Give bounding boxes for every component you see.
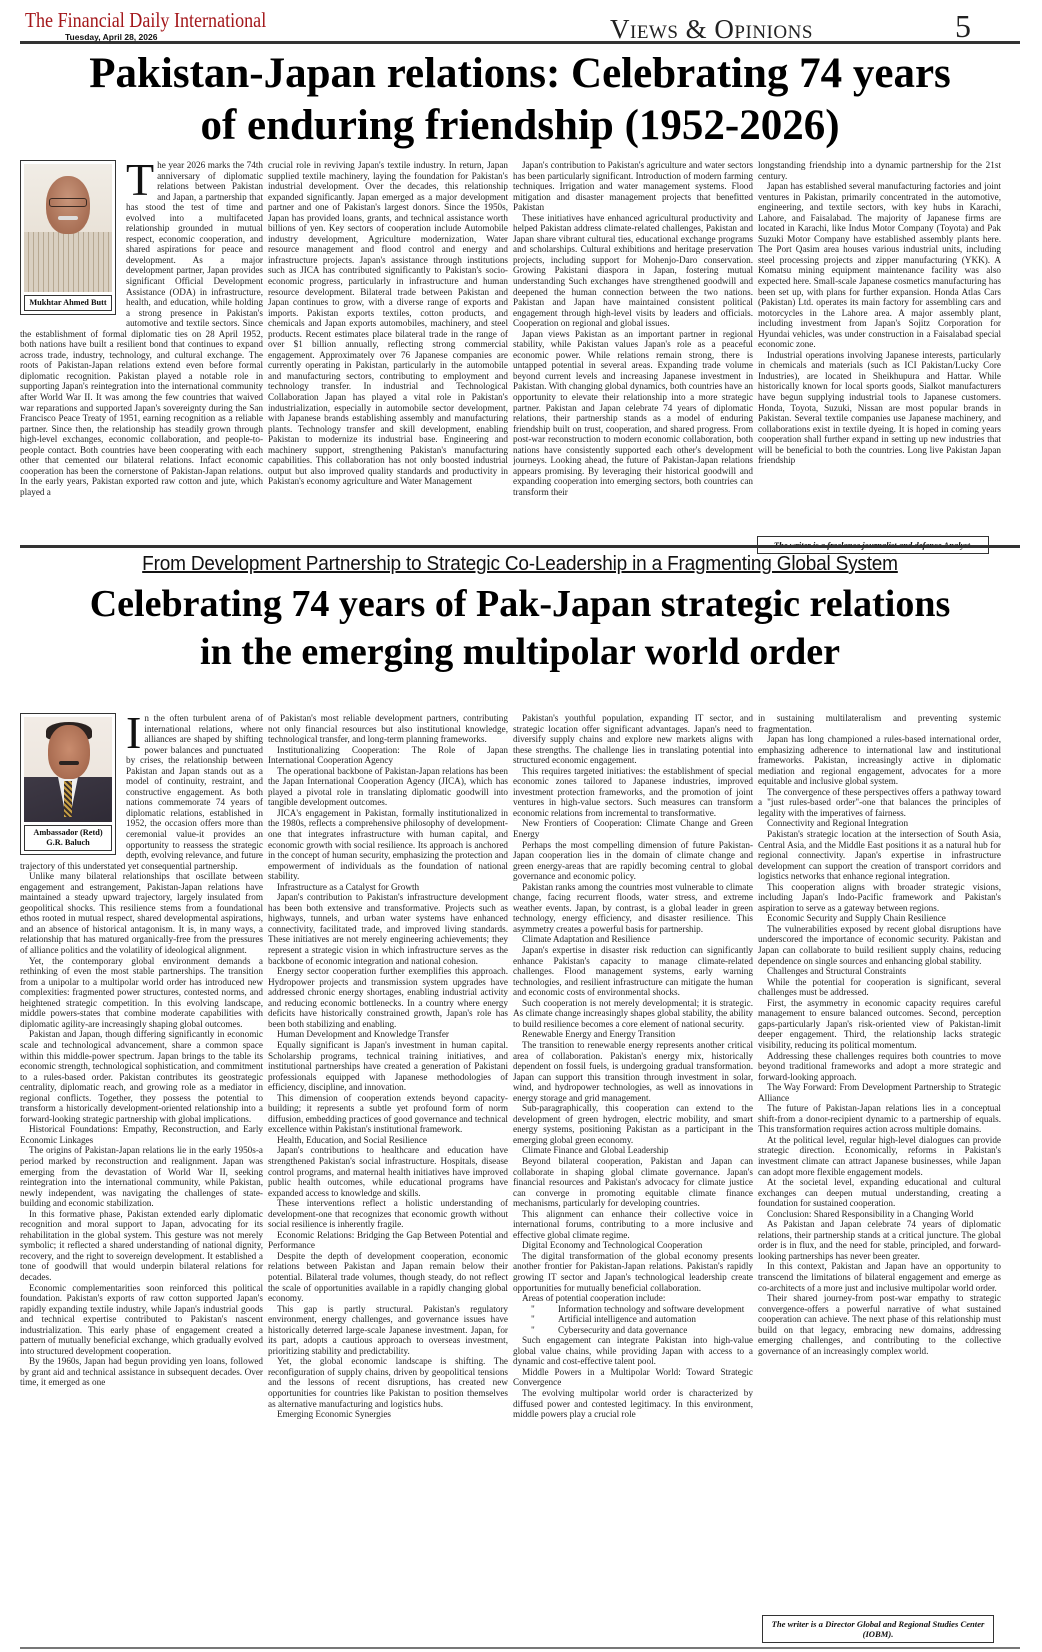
paragraph: New Frontiers of Cooperation: Climate Change and Green Energy [513,818,753,840]
article2-column-1 [20,713,263,1648]
paragraph: The convergence of these perspectives offers a pathway toward a "just rules-based order"-one that balances the principles of legality with the imperatives of fairness. [758,786,1001,818]
page-bottom-rule [20,1647,1020,1649]
paragraph: Japan's contributions to healthcare and education have strengthened Pakistan's social infrastructure. Hospitals, disease control programs, and maternal health initiatives have improved public health outcomes, while educational programs have expanded access to knowledge and skills. [268,1145,508,1198]
author-portrait-image [24,717,112,822]
paragraph: Japan's contribution to Pakistan's agriculture and water sectors has been particularly significant. Introduction of modern farming techniques. Irrigation and water management systems. Flood mitigation and disaster management projects that benefitted Pakistan [513,160,753,213]
dropcap: I [126,713,142,758]
paragraph: Infrastructure as a Catalyst for Growth [277,881,420,892]
article2-column-3 [513,713,753,1648]
paragraph: crucial role in reviving Japan's textile industry. In return, Japan supplied textile machinery, laying the foundation for Pakistan's industrial development. Over the decades, this relationship expanded significantly. Japan emerged as a major development partner and one of Pakistan's largest donors. Since the 1950s, Japan has provided loans, grants, and technical assistance worth billions of yen. Key sectors of cooperation include Automobile industry development, Agriculture modernization, Water resource management and flood control and energy and infrastructure projects. Japan's assistance through institutions such as JICA has contributed significantly to Pakistan's socio-economic progress, particularly in infrastructure and human resource development. Bilateral trade between Pakistan and Japan continues to grow, with a diverse range of exports and imports. Pakistan exports textiles, cotton products, and chemicals and Japan exports automobiles, machinery, and steel products. Recent estimates place bilateral trade in the range of over $1 billion annually, reflecting strong commercial engagement. Approximately over 76 Japanese companies are currently operating in Pakistan, particularly in the automobile and manufacturing sectors, contributing to employment and technology transfer. In industrial and Technological Collaboration Japan has played a vital role in Pakistan's industrialization, especially in automobile sector development, with Japanese brands establishing assembly and manufacturing plants. Technology transfer and skill development, enabling Pakistan to modernize its industrial base. Engineering and machinery support, strengthening Pakistan's manufacturing capabilities. This collaboration has not only boosted industrial output but also improved quality standards and productivity in Pakistan's economy agriculture and Water Management [268,160,508,487]
paragraph: First, the asymmetry in economic capacity requires careful management to ensure balanced outcomes. Second, perception gaps-particularly Japan's risk-oriented view of Pakistan-limit deeper engagement. Third, the relationship lacks strategic visibility, reducing its political momentum. [758,997,1001,1050]
bullet-item [513,1314,753,1325]
paragraph: This alignment can enhance their collective voice in international forums, contributing to a more inclusive and effective global climate regime. [513,1208,753,1240]
bullet-item [513,1325,753,1336]
paragraph: Climate Adaptation and Resilience [522,934,650,945]
paragraph: This gap is partly structural. Pakistan's regulatory environment, energy challenges, and governance issues have historically deterred large-scale Japanese investment. Japan, for its part, adopts a cautious approach to overseas investment, prioritizing stability and predictability. [268,1303,508,1356]
page-number: 5 [955,8,971,44]
paragraph: Conclusion: Shared Responsibility in a Changing World [767,1208,974,1219]
bullet-text: Information technology and software development [558,1303,745,1314]
paragraph: Pakistan's strategic location at the intersection of South Asia, Central Asia, and the Middle East positions it as a natural hub for regional connectivity. Japan's expertise in infrastructure development can support the creation of transport corridors and logistics networks that enhance regional integration. [758,829,1001,882]
paragraph: Their shared journey-from post-war empathy to strategic convergence-offers a powerful narrative of what sustained cooperation can achieve. The next phase of this relationship must build on that legacy, embracing new domains, addressing emerging challenges, and contributing to the collective governance of an increasingly complex world. [758,1293,1001,1356]
paragraph: Economic Relations: Bridging the Gap Between Potential and Performance [268,1229,508,1251]
paragraph: This requires targeted initiatives: the establishment of special economic zones tailored to Japanese industries, improved investment protection frameworks, and the promotion of joint ventures in high-value sectors. Such measures can transform economic relations from incremental to transformative. [513,765,753,818]
paragraph: Renewable Energy and Energy Transition [522,1029,676,1040]
paragraph: Unlike many bilateral relationships that oscillate between engagement and estrangement, Pakistan-Japan relations have maintained a steady upward trajectory, largely insulated from geopolitical shocks. This resilience stems from a foundational ethos rooted in mutual respect, shared developmental aspirations, and an absence of historical antagonism. It is, in many ways, a relationship that has matured organically-free from the pressures of alliance politics and the volatility of ideological alignment. [20,871,263,956]
article1-intro-text: he year 2026 marks the 74th anniversary of diplomatic relations between Pakistan and Japan, a partnership that has stood the test of time and evolved into a multifaceted relationship grounded in mutual respect, economic cooperation, and shared aspirations for peace and development. As a major development partner, Japan provides significant Official Development Assistance (ODA) in infrastructure, health, and education, while holding a strong presence in Pakistan's automotive and textile sectors. Since the establishment of formal diplomatic ties on 28 April 1952, both nations have built a resilient bond that continues to expand across trade, industry, technology, and cultural exchange. The roots of Pakistan-Japan relations extend even before formal diplomatic recognition. Pakistan played a notable role in supporting Japan's reintegration into the international community after World War II. It was among the few countries that waived war reparations and supported Japan's sovereignty during the San Francisco Peace Treaty of 1951, earning recognition as a reliable partner. Since then, the relationship has steadily grown through high-level exchanges, economic collaboration, and people-to-people contact. Both countries have been cooperating with each other that cemented our bilateral relations. Infact economic cooperation has been the cornerstone of Pakistan-Japan relations. In the early years, Pakistan exported raw cotton and jute, which played a [20,160,263,497]
paragraph: Pakistan's youthful population, expanding IT sector, and strategic location offer significant advantages. Japan's need to diversify supply chains and explore new markets aligns with these strengths. The challenge lies in translating potential into structured economic engagement. [513,713,753,766]
issue-date: Tuesday, April 28, 2026 [65,32,158,42]
article2-intro-text: n the often turbulent arena of international relations, where alliances are shaped by shifting power balances and punctuated by crises, the relationship between Pakistan and Japan stands out as a model of continuity, restraint, and constructive engagement. As both nations commemorate 74 years of diplomatic relations, established in 1952, the occasion offers more than ceremonial value-it provides an opportunity to reassess the strategic depth, evolving relevance, and future trajectory of this understated yet consequential partnership. [20,713,263,871]
article1-column-2 [268,160,508,535]
paragraph: Economic Security and Supply Chain Resilience [767,913,946,924]
paragraph: The transition to renewable energy represents another critical area of collaboration. Pakistan's energy mix, historically dependent on fossil fuels, is undergoing gradual transformation. Japan can support this transition through investment in solar, wind, and hydropower technologies, as well as innovations in energy storage and grid management. [513,1039,753,1103]
paragraph: The Way Forward: From Development Partnership to Strategic Alliance [758,1082,1001,1103]
author-name: G.R. Baluch [46,838,90,847]
paragraph: Such cooperation is not merely developmental; it is strategic. As climate change increasingly shapes global stability, the ability to build resilience becomes a core element of national security. [513,997,753,1029]
article1-headline [20,48,1020,152]
paragraph: By the 1960s, Japan had begun providing yen loans, followed by grant aid and technical assistance in subsequent decades. Over time, it emerged as one [20,1356,263,1388]
dropcap: T [126,160,155,205]
author-photo-frame [20,160,116,315]
author-caption [24,825,112,851]
paragraph: These initiatives have enhanced agricultural productivity and helped Pakistan address climate-related challenges, Pakistan and Japan share vibrant cultural ties, educational exchange programs and scholarships. Cultural exhibitions and heritage preservation projects, including support for Mohenjo-Daro conservation. Growing Pakistani diaspora in Japan, fostering mutual understanding Such exchanges have strengthened goodwill and deepened the human connection between the two nations. Pakistan and Japan have maintained consistent political engagement through high-level visits by leaders and officials. Cooperation on regional and global issues. [513,212,753,329]
bullet-text: Artificial intelligence and automation [558,1314,697,1325]
paragraph: longstanding friendship into a dynamic partnership for the 21st century. [758,160,1001,181]
article2-writer-credit: The writer is a Director Global and Regional Studies Center (IOBM). [762,1615,994,1643]
paragraph: Health, Education, and Social Resilience [277,1134,428,1145]
article1-column-4 [758,160,1001,505]
article1-column-1 [20,160,263,535]
paragraph: Such engagement can integrate Pakistan into high-value global value chains, while providing Japan with access to a dynamic and cost-effective talent pool. [513,1335,753,1367]
subheading: Historical Foundations: Empathy, Reconstruction, and Early Economic Linkages [20,1124,263,1145]
paragraph: in sustaining multilateralism and preventing systemic fragmentation. [758,713,1001,734]
paragraph: Beyond bilateral cooperation, Pakistan and Japan can collaborate in shaping global climate governance. Japan's financial resources and Pakistan's advocacy for climate justice can converge in promoting equitable climate finance mechanisms, particularly for developing countries. [513,1155,753,1209]
paragraph: The future of Pakistan-Japan relations lies in a conceptual shift-from a donor-recipient dynamic to a partnership of equals. This transformation requires action across multiple domains. [758,1103,1001,1135]
paragraph: Addressing these challenges requires both countries to move beyond traditional frameworks and adopt a more strategic and forward-looking approach. [758,1050,1001,1082]
paragraph: Japan's contribution to Pakistan's infrastructure development has been both extensive and transformative. Projects such as highways, tunnels, and urban water systems have enhanced connectivity, facilitated trade, and improved living standards. These initiatives are not merely engineering achievements; they represent a strategic vision in which infrastructure serves as the backbone of economic integration and national cohesion. [268,892,508,966]
paragraph: In this context, Pakistan and Japan have an opportunity to transcend the limitations of bilateral engagement and emerge as co-architects of a more just and inclusive multipolar world order. [758,1261,1001,1293]
paragraph: Industrial operations involving Japanese interests, particularly in chemicals and materials (such as ICI Pakistan/Lucky Core Industries), are located in Sheikhupura and Hattar. While historically known for local sports goods, Sialkot manufacturers have begun supplying industrial tools to Japanese customers. Honda, Toyota, Suzuki, Nissan are most popular brands in Pakistan. Several textile companies use Japanese machinery, and collaborations exist in textile dyeing. It is hoped in coming years cooperation shall further expand in setting up new industries that will be beneficial to both the countries. Long live Pakistan Japan friendship [758,349,1001,466]
paragraph: Pakistan and Japan, though differing significantly in economic scale and technological advancement, share a common space within this middle-power spectrum. Japan brings to the table its economic strength, technological sophistication, and commitment to a rules-based order. Pakistan contributes its geostrategic centrality, diplomatic reach, and growing role as a mediator in regional conflicts. Together, they possess the potential to transform a historically development-oriented relationship into a forward-looking strategic partnership with global implications. [20,1029,263,1124]
paragraph: This dimension of cooperation extends beyond capacity-building; it represents a subtle yet profound form of norm diffusion, embedding practices of good governance and technical excellence within Pakistan's institutional framework. [268,1092,508,1135]
paragraph: The evolving multipolar world order is characterized by diffused power and contested legitimacy. In this environment, middle powers play a crucial role [513,1388,753,1420]
paragraph: At the political level, regular high-level dialogues can provide strategic direction. Economically, reforms in Pakistan's investment climate can attract Japanese businesses, while Japan can adopt more flexible engagement models. [758,1134,1001,1177]
paragraph: Institutionalizing Cooperation: The Role of Japan International Cooperation Agency [268,744,508,766]
paragraph: Digital Economy and Technological Cooperation [522,1240,703,1251]
paragraph: Yet, the contemporary global environment demands a rethinking of even the most stable partnerships. The transition from a unipolar to a multipolar world order has introduced new complexities: fragmented power structures, contested norms, and heightened strategic competition. In this evolving landscape, middle powers-states that combine moderate capabilities with diplomatic agility-are increasingly shaping global outcomes. [20,955,263,1029]
paragraph: Pakistan ranks among the countries most vulnerable to climate change, facing recurrent floods, water stress, and extreme weather events. Japan, by contrast, is a global leader in green technology, energy efficiency, and disaster resilience. This asymmetry creates a powerful basis for partnership. [513,881,753,934]
headline-line-2: in the emerging multipolar world order [200,631,840,673]
article1-column-3 [513,160,753,545]
paragraph: Human Development and Knowledge Transfer [277,1029,449,1040]
paragraph: These interventions reflect a holistic understanding of development-one that recognizes that economic growth without social resilience is inherently fragile. [268,1198,508,1230]
paragraph: Equally significant is Japan's investment in human capital. Scholarship programs, technical training initiatives, and institutional partnerships have created a generation of Pakistani professionals equipped with Japanese methodologies of efficiency, discipline, and innovation. [268,1039,508,1093]
paragraph: The origins of Pakistan-Japan relations lie in the early 1950s-a period marked by reconstruction and realignment. Japan was emerging from the devastation of World War II, seeking reintegration into the international community, while Pakistan, newly independent, was navigating the challenges of state-building and economic stabilization. [20,1145,263,1209]
section-title: Views & Opinions [610,14,813,44]
paragraph: The vulnerabilities exposed by recent global disruptions have underscored the importance of economic security. Pakistan and Japan can collaborate to build resilient supply chains, reducing dependence on single sources and enhancing global stability. [758,923,1001,966]
author-photo-frame [20,713,116,855]
paragraph: The operational backbone of Pakistan-Japan relations has been the Japan International Cooperation Agency (JICA), which has played a pivotal role in translating diplomatic goodwill into tangible development outcomes. [268,765,508,808]
paragraph: Emerging Economic Synergies [277,1409,391,1420]
paragraph: This cooperation aligns with broader strategic visions, including Japan's Indo-Pacific framework and Pakistan's aspiration to serve as a gateway between regions. [758,881,1001,913]
paragraph: Japan has long championed a rules-based international order, emphasizing adherence to international law and institutional frameworks. Pakistan, increasingly active in diplomatic mediation and regional engagement, advocates for a more equitable and inclusive global system. [758,734,1001,787]
paragraph: At the societal level, expanding educational and cultural exchanges can deepen mutual understanding, creating a foundation for sustained cooperation. [758,1177,1001,1209]
paragraph: of Pakistan's most reliable development partners, contributing not only financial resources but also institutional knowledge, technological transfer, and long-term planning frameworks. [268,713,508,745]
paragraph: Yet, the global economic landscape is shifting. The reconfiguration of supply chains, driven by geopolitical tensions and the lessons of recent disruptions, has created new opportunities for countries like Pakistan to position themselves as alternative manufacturing and logistics hubs. [268,1356,508,1409]
paragraph: Economic complementarities soon reinforced this political foundation. Pakistan's exports of raw cotton supported Japan's rapidly expanding textile industry, while Japan's industrial goods and technical expertise contributed to Pakistan's nascent industrialization. This early phase of engagement created a pattern of mutually beneficial exchange, which gradually evolved into structured development cooperation. [20,1282,263,1356]
paragraph: JICA's engagement in Pakistan, formally institutionalized in the 1980s, reflects a comprehensive philosophy of development-one that integrates infrastructure with human capital, and economic growth with social resilience. Its approach is anchored in the concept of human security, emphasizing the protection and empowerment of individuals as the foundation of national stability. [268,807,508,882]
paragraph: The digital transformation of the global economy presents another frontier for Pakistan-Japan relations. Pakistan's rapidly growing IT sector and Japan's technological leadership create opportunities for mutually beneficial collaboration. [513,1250,753,1293]
bullet-text: Cybersecurity and data governance [558,1324,688,1335]
paragraph: Japan views Pakistan as an important partner in regional stability, while Pakistan values Japan's role as a peaceful economic power. While relations remain strong, there is untapped potential in several areas. Expanding trade volume beyond current levels and increasing Japanese investment in Pakistan. With changing global dynamics, both countries have an opportunity to elevate their relationship into a more strategic partner. Pakistan and Japan celebrate 74 years of diplomatic relations, their partnership stands as a model of enduring friendship built on trust, cooperation, and shared progress. From post-war reconstruction to modern economic collaboration, both nations have consistently supported each other's development journeys. Looking ahead, the future of Pakistan-Japan relations appears promising. By leveraging their historical goodwill and expanding cooperation into emerging sectors, both countries can transform their [513,328,753,497]
headline-line-1: Pakistan-Japan relations: Celebrating 74 years [89,50,951,97]
paragraph: Despite the depth of development cooperation, economic relations between Pakistan and Japan remain below their potential. Bilateral trade volumes, though steady, do not reflect the scale of opportunities available in a rapidly changing global economy. [268,1250,508,1304]
paragraph: Japan has established several manufacturing factories and joint ventures in Pakistan, primarily concentrated in the automotive, engineering, and textile sectors, with key hubs in Karachi, Lahore, and Faisalabad. The majority of Japanese firms are located in Karachi, like Indus Motor Company (Toyota) and Pak Suzuki Motor Company have established assembly plants here. The Port Qasim area houses various industrial units, including steel processing projects and zipper manufacturing (YKK). A Komatsu mining equipment maintenance facility was also expected here. Small-scale Japanese cosmetics manufacturing has been set up, with plans for further expansion. Honda Atlas Cars (Pakistan) Ltd. operates its main factory for assembling cars and motorcycles in the Lahore area. A major assembly plant, including investment from Japan's Sojitz Corporation for Hyundai vehicles, was under construction in a Faisalabad special economic zone. [758,181,1001,350]
paragraph: Energy sector cooperation further exemplifies this approach. Hydropower projects and transmission system upgrades have addressed chronic energy shortages, enabling industrial activity and reducing economic bottlenecks. In a country where energy deficits have historically constrained growth, Japan's role has been both stabilizing and enabling. [268,966,508,1029]
headline-line-2: of enduring friendship (1952-2026) [200,102,840,149]
paragraph: Climate Finance and Global Leadership [522,1145,669,1156]
section-divider [20,545,1020,548]
article2-kicker: From Development Partnership to Strategic Co-Leadership in a Fragmenting Global System [142,553,898,575]
paragraph: Japan's expertise in disaster risk reduction can significantly enhance Pakistan's capacity to manage climate-related challenges. Flood management systems, early warning technologies, and resilient infrastructure can mitigate the human and economic costs of environmental shocks. [513,945,753,998]
paragraph: While the potential for cooperation is significant, several challenges must be addressed. [758,976,1001,998]
article2-column-4 [758,713,1001,1608]
paragraph: Middle Powers in a Multipolar World: Toward Strategic Convergence [513,1366,753,1388]
article2-column-2 [268,713,508,1648]
author-title: Ambassador (Retd) [33,828,103,837]
bullet-icon: " [531,1314,535,1325]
article2-headline [20,580,1020,676]
masthead [20,8,1020,44]
headline-line-1: Celebrating 74 years of Pak-Japan strategic relations [89,583,951,625]
paragraph: Challenges and Structural Constraints [767,966,907,977]
bullet-icon: " [531,1324,535,1335]
paragraph: Connectivity and Regional Integration [767,818,909,829]
paragraph: Areas of potential cooperation include: [522,1293,666,1304]
author-caption: Mukhtar Ahmed Butt [24,295,112,311]
bullet-item [513,1304,753,1315]
newspaper-name: The Financial Daily International [25,8,267,32]
paragraph: Sub-paragraphically, this cooperation can extend to the development of green hydrogen, electric mobility, and smart energy systems, positioning Pakistan as a participant in the emerging global green economy. [513,1103,753,1145]
paragraph: In this formative phase, Pakistan extended early diplomatic recognition and moral support to Japan, advocating for its rehabilitation in the global system. This gesture was not merely symbolic; it reflected a shared understanding of national dignity, recovery, and the right to sovereign development. It established a tone of goodwill that would underpin bilateral relations for decades. [20,1208,263,1282]
paragraph: As Pakistan and Japan celebrate 74 years of diplomatic relations, their partnership stands at a critical juncture. The global order is in flux, and the need for stable, principled, and forward-looking partnerships has never been greater. [758,1219,1001,1261]
author-portrait-image [24,164,112,292]
paragraph: Perhaps the most compelling dimension of future Pakistan-Japan cooperation lies in the domain of climate change and green energy-areas that are rapidly becoming central to global governance and economic policy. [513,839,753,882]
bullet-icon: " [531,1303,535,1314]
